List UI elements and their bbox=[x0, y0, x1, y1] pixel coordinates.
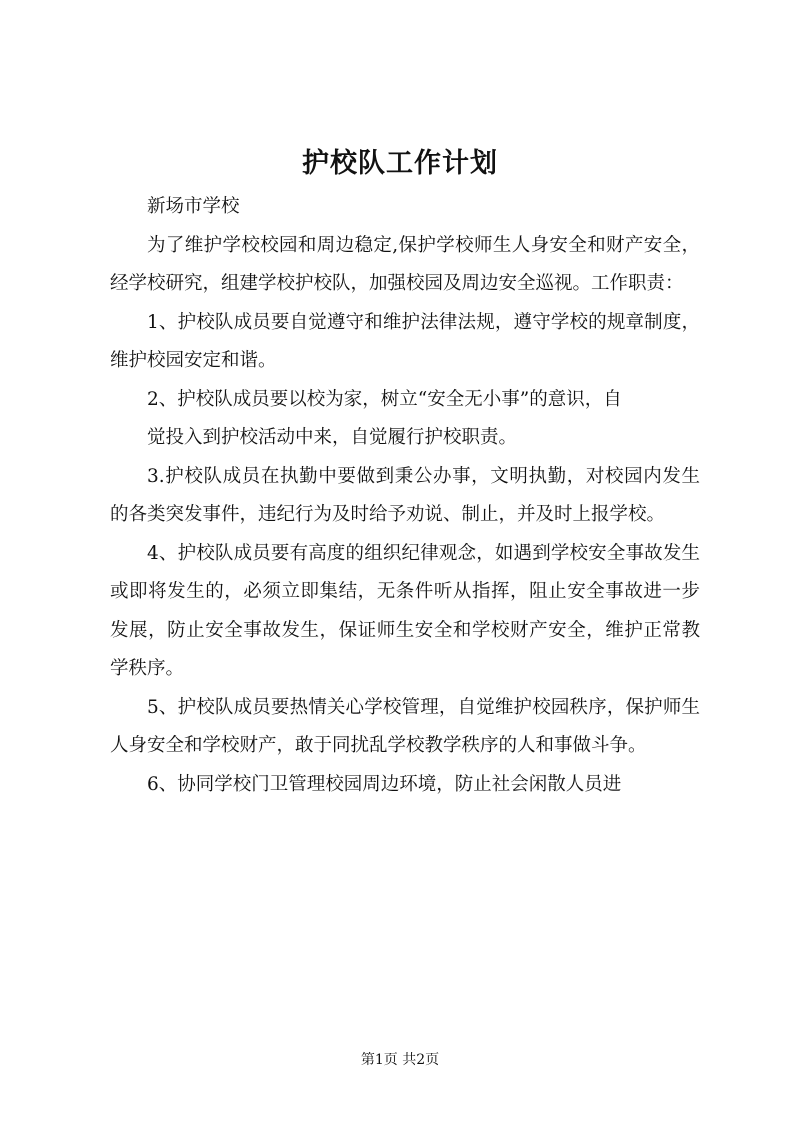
paragraph-duty-2: 2、护校队成员要以校为家，树立“安全无小事”的意识，自 bbox=[147, 388, 622, 410]
paragraph-duty-3: 3.护校队成员在执勤中要做到秉公办事，文明执勤，对校园内发生的各类突发事件，违纪行为及时给予劝说、制止，并及时上报学校。 bbox=[110, 465, 700, 525]
paragraph-duty-2-continued: 觉投入到护校活动中来，自觉履行护校职责。 bbox=[147, 427, 518, 448]
paragraph-duty-6: 6、协同学校门卫管理校园周边环境，防止社会闲散人员进 bbox=[147, 773, 622, 795]
paragraph-duty-1: 1、护校队成员要自觉遵守和维护法律法规，遵守学校的规章制度，维护校园安定和谐。 bbox=[110, 311, 700, 371]
page-title: 护校队工作计划 bbox=[302, 148, 498, 179]
paragraph-school-name: 新场市学校 bbox=[147, 196, 240, 217]
paragraph-duty-4: 4、护校队成员要有高度的组织纪律观念，如遇到学校安全事故发生或即将发生的，必须立即集结，无条件听从指挥，阻止安全事故进一步发展，防止安全事故发生，保证师生安全和学校财产安全，维护正常教学秩序。 bbox=[110, 542, 700, 679]
document-body bbox=[110, 188, 700, 804]
paragraph-intro: 为了维护学校校园和周边稳定,保护学校师生人身安全和财产安全，经学校研究，组建学校护校队，加强校园及周边安全巡视。工作职责： bbox=[110, 234, 700, 294]
page-footer: 第1页 共2页 bbox=[360, 1052, 440, 1068]
paragraph-duty-5: 5、护校队成员要热情关心学校管理，自觉维护校园秩序，保护师生人身安全和学校财产，敢于同扰乱学校教学秩序的人和事做斗争。 bbox=[110, 696, 700, 756]
